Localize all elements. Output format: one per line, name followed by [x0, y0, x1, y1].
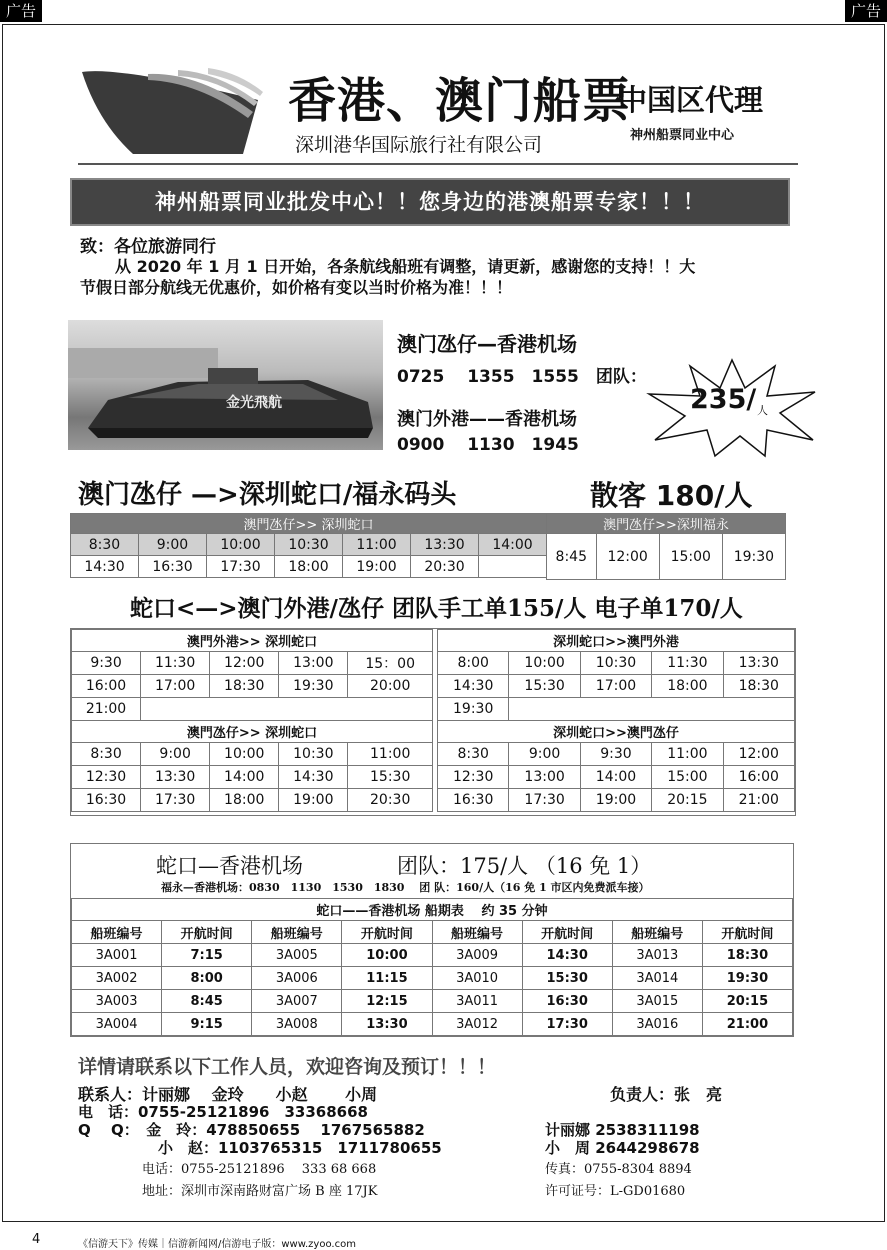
table-cell: 3A003 — [72, 990, 162, 1013]
time-cell: 14:30 — [438, 675, 509, 698]
table-cell: 8:45 — [162, 990, 252, 1013]
outer-harbour-to-shekou-table — [71, 629, 433, 812]
time-cell: 9:00 — [509, 743, 580, 766]
time-cell: 8:30 — [71, 534, 139, 556]
time-cell: 15:30 — [348, 766, 433, 789]
time-cell: 16:30 — [72, 789, 141, 812]
col-header: 船班编号 — [252, 921, 342, 944]
table-cell: 15:30 — [522, 967, 612, 990]
col-header: 开航时间 — [162, 921, 252, 944]
table-cell: 3A005 — [252, 944, 342, 967]
time-cell: 17:00 — [580, 675, 651, 698]
table-cell: 3A011 — [432, 990, 522, 1013]
time-cell: 10:00 — [210, 743, 279, 766]
time-cell: 19:00 — [279, 789, 348, 812]
time-cell: 19:30 — [279, 675, 348, 698]
time-cell: 14:30 — [71, 556, 139, 578]
contact-qq1-right: 计丽娜 2538311198 — [545, 1121, 700, 1139]
time-cell: 18:00 — [652, 675, 723, 698]
table-cell: 3A008 — [252, 1013, 342, 1036]
time-cell: 10:30 — [275, 534, 343, 556]
taipa-fuyong-head: 澳門氹仔>>深圳福永 — [547, 514, 786, 534]
time-cell: 10:30 — [580, 652, 651, 675]
contact-heading: 详情请联系以下工作人员，欢迎咨询及预订！！！ — [78, 1056, 497, 1078]
table-cell: 13:30 — [342, 1013, 432, 1036]
table-cell: 3A014 — [612, 967, 702, 990]
hk-airport-section — [70, 843, 794, 1037]
footer-text: 《信游天下》传媒｜信游新闻网/信游电子版：www.zyoo.com — [78, 1239, 356, 1250]
time-cell: 15:30 — [509, 675, 580, 698]
time-cell: 21:00 — [72, 698, 141, 721]
notice-line2: 节假日部分航线无优惠价，如价格有变以当时价格为准！！！ — [80, 278, 513, 297]
table-cell: 17:30 — [522, 1013, 612, 1036]
time-cell: 8:45 — [547, 534, 597, 580]
empty-cell — [141, 698, 433, 721]
contact-people: 联系人：计丽娜 金玲 小赵 小周 — [78, 1085, 378, 1104]
time-cell: 18:00 — [275, 556, 343, 578]
table-cell: 10:00 — [342, 944, 432, 967]
time-cell: 19:30 — [438, 698, 509, 721]
time-cell: 13:00 — [279, 652, 348, 675]
taipa-title: 澳门氹仔 —>深圳蛇口/福永码头 — [78, 480, 457, 510]
table-cell: 3A006 — [252, 967, 342, 990]
table-cell: 3A002 — [72, 967, 162, 990]
time-cell: 14:30 — [279, 766, 348, 789]
table-cell: 3A013 — [612, 944, 702, 967]
taipa-fuyong-table — [546, 513, 786, 580]
time-cell: 16:30 — [139, 556, 207, 578]
time-cell: 14:00 — [580, 766, 651, 789]
ferry-photo — [68, 320, 383, 450]
schedule-head: 蛇口——香港机场 船期表 约 35 分钟 — [72, 899, 793, 921]
time-cell: 15:00 — [659, 534, 722, 580]
time-cell: 12:00 — [723, 743, 794, 766]
table-cell: 14:30 — [522, 944, 612, 967]
time-cell: 17:00 — [141, 675, 210, 698]
time-cell: 11:00 — [348, 743, 433, 766]
promo-banner: 神州船票同业批发中心！！您身边的港澳船票专家！！！ — [70, 178, 790, 226]
time-cell: 14:00 — [210, 766, 279, 789]
time-cell: 16:00 — [72, 675, 141, 698]
time-cell: 12:30 — [72, 766, 141, 789]
table-cell: 7:15 — [162, 944, 252, 967]
route2-times: 0900 1130 1945 — [397, 435, 579, 455]
time-cell: 21:00 — [723, 789, 794, 812]
time-cell: 11:30 — [652, 652, 723, 675]
time-cell: 11:30 — [141, 652, 210, 675]
time-cell: 17:30 — [207, 556, 275, 578]
time-cell: 18:30 — [210, 675, 279, 698]
header-agent: 中国区代理 — [618, 83, 764, 117]
time-cell: 16:30 — [438, 789, 509, 812]
block2-left-head: 澳門氹仔>> 深圳蛇口 — [72, 721, 433, 743]
col-header: 船班编号 — [72, 921, 162, 944]
col-header: 开航时间 — [702, 921, 792, 944]
time-cell: 8:30 — [438, 743, 509, 766]
table-cell: 3A015 — [612, 990, 702, 1013]
time-cell: 20:30 — [411, 556, 479, 578]
ad-label-right: 广告 — [845, 0, 887, 22]
airport-price: 235/ — [690, 384, 757, 415]
contact-license: 许可证号：L-GD01680 — [545, 1184, 686, 1199]
ferry-illustration — [68, 320, 383, 450]
time-cell: 17:30 — [509, 789, 580, 812]
col-header: 船班编号 — [612, 921, 702, 944]
taipa-price: 散客 180/人 — [590, 479, 753, 512]
shekou-to-macau-table — [437, 629, 795, 812]
header-divider — [78, 163, 798, 165]
time-cell: 16:00 — [723, 766, 794, 789]
time-cell: 20:00 — [348, 675, 433, 698]
table-cell: 9:15 — [162, 1013, 252, 1036]
time-cell: 11:00 — [343, 534, 411, 556]
time-cell: 13:00 — [509, 766, 580, 789]
time-cell: 11:00 — [652, 743, 723, 766]
time-cell: 10:30 — [279, 743, 348, 766]
time-cell: 13:30 — [723, 652, 794, 675]
time-cell: 18:00 — [210, 789, 279, 812]
time-cell: 15:00 — [652, 766, 723, 789]
hk-airport-title: 蛇口—香港机场 — [156, 854, 303, 878]
col-header: 开航时间 — [522, 921, 612, 944]
time-cell: 14:00 — [479, 534, 547, 556]
table-cell: 21:00 — [702, 1013, 792, 1036]
block1-right-head: 深圳蛇口>>澳門外港 — [438, 630, 795, 652]
time-cell: 20:15 — [652, 789, 723, 812]
time-cell: 19:00 — [580, 789, 651, 812]
route1-times: 0725 1355 1555 团队： — [397, 367, 647, 387]
contact-tel2: 电话：0755-25121896 333 68 668 — [142, 1162, 377, 1177]
block2-right-head: 深圳蛇口>>澳門氹仔 — [438, 721, 795, 743]
ad-label-left: 广告 — [0, 0, 42, 22]
time-cell: 9:30 — [72, 652, 141, 675]
time-cell: 17:30 — [141, 789, 210, 812]
time-cell: 12:00 — [210, 652, 279, 675]
time-cell: 18:30 — [723, 675, 794, 698]
header-company: 深圳港华国际旅行社有限公司 — [295, 134, 543, 156]
fuyong-airport-line: 福永—香港机场：0830 1130 1530 1830 团 队：160/人（16 免 1 市区内免费派车接） — [161, 881, 650, 894]
table-cell: 3A009 — [432, 944, 522, 967]
contact-qq1: Q Q： 金 玲：478850655 1767565882 — [78, 1121, 425, 1139]
page-number: 4 — [32, 1232, 41, 1247]
header-title: 香港、澳门船票 — [288, 73, 632, 129]
notice-greeting: 致：各位旅游同行 — [80, 237, 216, 257]
time-cell: 9:00 — [139, 534, 207, 556]
notice-line1: 从 2020 年 1 月 1 日开始，各条航线船班有调整，请更新，感谢您的支持！！大 — [115, 257, 696, 276]
time-cell: 15：00 — [348, 652, 433, 675]
header-agent-sub: 神州船票同业中心 — [630, 128, 735, 143]
time-cell: 12:30 — [438, 766, 509, 789]
time-cell: 12:00 — [596, 534, 659, 580]
contact-phone: 电 话：0755-25121896 33368668 — [78, 1103, 368, 1121]
ship-logo — [78, 62, 268, 157]
time-cell: 9:00 — [141, 743, 210, 766]
table-cell: 11:15 — [342, 967, 432, 990]
airport-price-unit: 人 — [757, 404, 768, 417]
route1-title: 澳门氹仔—香港机场 — [397, 332, 577, 356]
time-cell: 9:30 — [580, 743, 651, 766]
time-cell: 10:00 — [207, 534, 275, 556]
time-cell: 19:00 — [343, 556, 411, 578]
taipa-shekou-table — [70, 513, 547, 578]
time-cell — [479, 556, 547, 578]
ferry-name: 金光飛航 — [226, 395, 282, 411]
shekou-macau-schedule — [70, 628, 796, 816]
table-cell: 12:15 — [342, 990, 432, 1013]
route2-title: 澳门外港——香港机场 — [397, 409, 577, 430]
table-cell: 3A016 — [612, 1013, 702, 1036]
shekou-macau-title: 蛇口<—>澳门外港/氹仔 团队手工单155/人 电子单170/人 — [130, 595, 743, 622]
col-header: 船班编号 — [432, 921, 522, 944]
contact-qq2: 小 赵：1103765315 1711780655 — [158, 1139, 442, 1157]
table-cell: 3A010 — [432, 967, 522, 990]
time-cell: 19:30 — [722, 534, 785, 580]
time-cell: 13:30 — [141, 766, 210, 789]
table-cell: 3A007 — [252, 990, 342, 1013]
contact-address: 地址：深圳市深南路财富广场 B 座 17JK — [142, 1184, 378, 1199]
table-cell: 19:30 — [702, 967, 792, 990]
table-cell: 3A001 — [72, 944, 162, 967]
table-cell: 20:15 — [702, 990, 792, 1013]
taipa-shekou-head: 澳門氹仔>> 深圳蛇口 — [71, 514, 547, 534]
contact-manager: 负责人：张 亮 — [610, 1085, 723, 1104]
time-cell: 10:00 — [509, 652, 580, 675]
time-cell: 8:30 — [72, 743, 141, 766]
table-cell: 3A012 — [432, 1013, 522, 1036]
time-cell: 13:30 — [411, 534, 479, 556]
table-cell: 8:00 — [162, 967, 252, 990]
block1-left-head: 澳門外港>> 深圳蛇口 — [72, 630, 433, 652]
table-cell: 3A004 — [72, 1013, 162, 1036]
contact-fax: 传真：0755-8304 8894 — [545, 1162, 692, 1177]
hk-airport-schedule-table — [71, 898, 793, 1036]
empty-cell — [509, 698, 795, 721]
time-cell: 20:30 — [348, 789, 433, 812]
contact-qq2-right: 小 周 2644298678 — [545, 1139, 700, 1157]
table-cell: 18:30 — [702, 944, 792, 967]
table-cell: 16:30 — [522, 990, 612, 1013]
time-cell: 8:00 — [438, 652, 509, 675]
hk-airport-group-price: 团队：175/人 （16 免 1） — [397, 854, 652, 878]
col-header: 开航时间 — [342, 921, 432, 944]
